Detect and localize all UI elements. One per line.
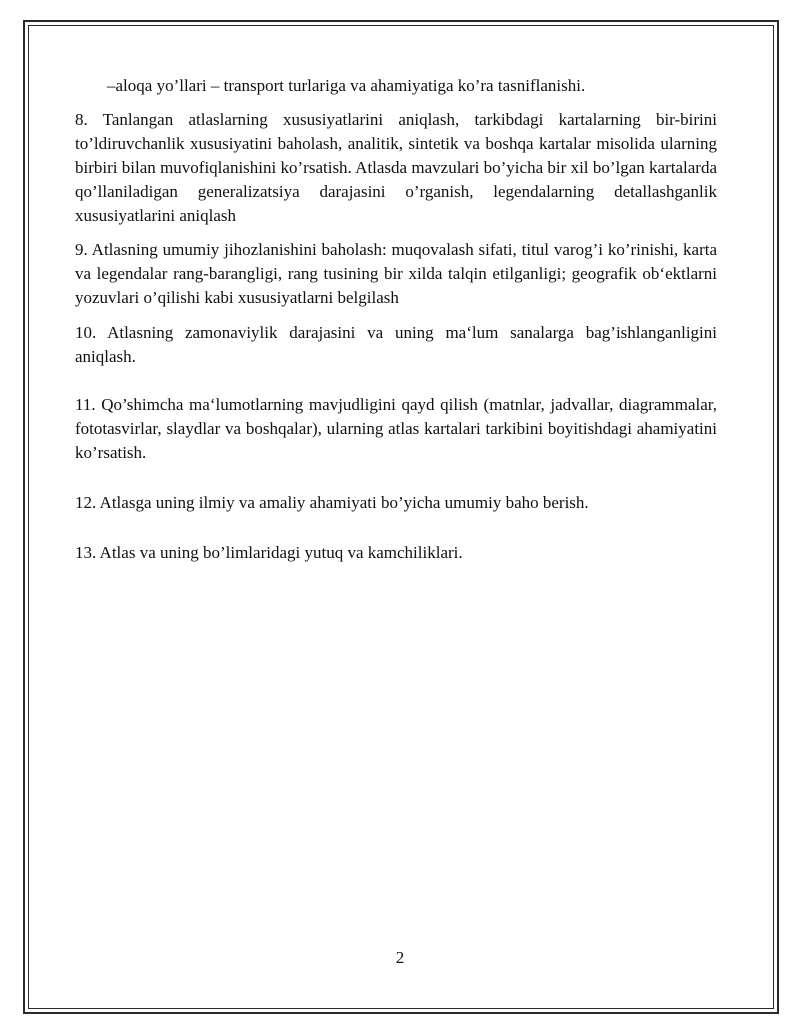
paragraph-item-9: 9. Atlasning umumiy jihozlanishini baholash: muqovalash sifati, titul varog’i ko’rinishi, karta va legendalar rang-barangligi, rang tusining bir xilda talqin etilganligi; geografik ob‘ektlarni yozuvlari o’qilishi kabi xususiyatlarni belgilash — [75, 240, 717, 307]
paragraph-item-13: 13. Atlas va uning bo’limlaridagi yutuq va kamchiliklari. — [75, 543, 463, 562]
page-number: 2 — [395, 948, 405, 967]
paragraph-item-10: 10. Atlasning zamonaviylik darajasini va uning ma‘lum sanalarga bag’ishlanganligini aniqlash. — [75, 323, 717, 366]
paragraph-item-11: 11. Qo’shimcha ma‘lumotlarning mavjudligini qayd qilish (matnlar, jadvallar, diagrammalar, fototasvirlar, slaydlar va boshqalar), ularning atlas kartalari tarkibini boyitishdagi ahamiyatini ko’rsatish. — [75, 395, 717, 462]
paragraph-transport-routes: –aloqa yo’llari – transport turlariga va ahamiyatiga ko’ra tasniflanishi. — [107, 76, 586, 95]
paragraph-item-8: 8. Tanlangan atlaslarning xususiyatlarini aniqlash, tarkibdagi kartalarning bir-birini to’ldiruvchanlik xususiyatini baholash, analitik, sintetik va boshqa kartalar misolida ularning birbiri bilan muvofiqlanishini ko’rsatish. Atlasda mavzulari bo’yicha bir xil bo’lgan kartalarda qo’llaniladigan generalizatsiya darajasini o’rganish, legendalarning detallashganlik xususiyatlarini aniqlash — [75, 110, 717, 225]
paragraph-item-12: 12. Atlasga uning ilmiy va amaliy ahamiyati bo’yicha umumiy baho berish. — [75, 493, 589, 512]
document-body — [75, 74, 717, 565]
